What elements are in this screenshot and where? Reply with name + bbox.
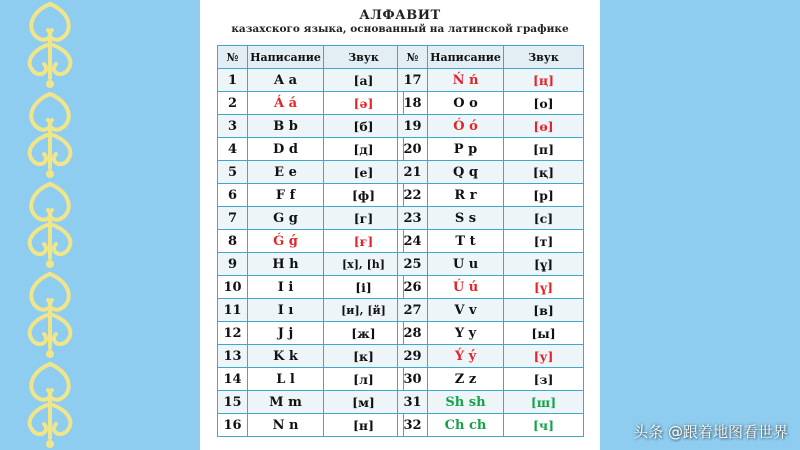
letter-writing: M m [248, 391, 324, 414]
letter-number: 14 [218, 368, 248, 391]
letter-writing: Ú ú [428, 276, 504, 299]
table-row [398, 368, 584, 391]
letter-writing: U u [428, 253, 504, 276]
letter-writing: O o [428, 92, 504, 115]
table-row [218, 253, 404, 276]
letter-writing: K k [248, 345, 324, 368]
table-row [398, 184, 584, 207]
letter-sound: [л] [324, 368, 404, 391]
letter-number: 23 [398, 207, 428, 230]
letter-sound: [д] [324, 138, 404, 161]
letter-sound: [ы] [504, 322, 584, 345]
table-row [218, 322, 404, 345]
letter-sound: [х], [h] [324, 253, 404, 276]
letter-writing: Ń ń [428, 69, 504, 92]
letter-number: 5 [218, 161, 248, 184]
letter-writing: S s [428, 207, 504, 230]
letter-number: 10 [218, 276, 248, 299]
letter-number: 15 [218, 391, 248, 414]
letter-number: 13 [218, 345, 248, 368]
column-header-number: № [218, 46, 248, 69]
letter-sound: [р] [504, 184, 584, 207]
letter-writing: Z z [428, 368, 504, 391]
letter-writing: Ch ch [428, 414, 504, 437]
letter-writing: T t [428, 230, 504, 253]
table-row [218, 207, 404, 230]
letter-writing: N n [248, 414, 324, 437]
letter-writing: H h [248, 253, 324, 276]
letter-number: 4 [218, 138, 248, 161]
table-row [398, 138, 584, 161]
letter-sound: [ү] [504, 276, 584, 299]
letter-number: 1 [218, 69, 248, 92]
table-row [398, 276, 584, 299]
letter-writing: P p [428, 138, 504, 161]
letter-sound: [ә] [324, 92, 404, 115]
letter-number: 21 [398, 161, 428, 184]
letter-sound: [ж] [324, 322, 404, 345]
letter-writing: Ó ó [428, 115, 504, 138]
table-row [218, 368, 404, 391]
letter-writing: F f [248, 184, 324, 207]
letter-number: 27 [398, 299, 428, 322]
letter-number: 25 [398, 253, 428, 276]
letter-sound: [н] [324, 414, 404, 437]
letter-writing: J j [248, 322, 324, 345]
letter-sound: [п] [504, 138, 584, 161]
letter-sound: [ұ] [504, 253, 584, 276]
letter-number: 31 [398, 391, 428, 414]
letter-sound: [і] [324, 276, 404, 299]
letter-writing: G g [248, 207, 324, 230]
letter-writing: Á á [248, 92, 324, 115]
letter-sound: [з] [504, 368, 584, 391]
letter-sound: [у] [504, 345, 584, 368]
letter-sound: [с] [504, 207, 584, 230]
letter-number: 3 [218, 115, 248, 138]
letter-number: 18 [398, 92, 428, 115]
table-row [398, 253, 584, 276]
letter-writing: A a [248, 69, 324, 92]
letter-sound: [и], [й] [324, 299, 404, 322]
table-row [218, 92, 404, 115]
table-row [218, 184, 404, 207]
letter-sound: [ч] [504, 414, 584, 437]
column-header-writing: Написание [428, 46, 504, 69]
table-header-row [398, 46, 584, 69]
alphabet-table-left [217, 45, 404, 437]
letter-sound: [ф] [324, 184, 404, 207]
letter-number: 16 [218, 414, 248, 437]
letter-number: 20 [398, 138, 428, 161]
alphabet-sheet [200, 0, 600, 450]
letter-writing: R r [428, 184, 504, 207]
letter-writing: Ǵ ǵ [248, 230, 324, 253]
letter-sound: [в] [504, 299, 584, 322]
letter-sound: [г] [324, 207, 404, 230]
page-subtitle: казахского языка, основанный на латинской графике [231, 23, 569, 35]
letter-sound: [ө] [504, 115, 584, 138]
letter-number: 6 [218, 184, 248, 207]
kazakh-ornament-icon [18, 0, 82, 450]
letter-writing: I i [248, 276, 324, 299]
column-header-number: № [398, 46, 428, 69]
table-row [398, 161, 584, 184]
table-row [218, 414, 404, 437]
table-row [218, 230, 404, 253]
table-row [398, 345, 584, 368]
letter-number: 30 [398, 368, 428, 391]
letter-writing: E e [248, 161, 324, 184]
table-row [398, 391, 584, 414]
letter-sound: [қ] [504, 161, 584, 184]
letter-sound: [а] [324, 69, 404, 92]
table-row [218, 115, 404, 138]
column-header-sound: Звук [324, 46, 404, 69]
table-row [398, 414, 584, 437]
table-row [218, 69, 404, 92]
letter-writing: Sh sh [428, 391, 504, 414]
table-row [398, 322, 584, 345]
letter-number: 19 [398, 115, 428, 138]
letter-number: 29 [398, 345, 428, 368]
alphabet-table-right [397, 45, 584, 437]
table-row [398, 299, 584, 322]
letter-writing: B b [248, 115, 324, 138]
letter-sound: [ғ] [324, 230, 404, 253]
table-row [398, 69, 584, 92]
letter-number: 26 [398, 276, 428, 299]
table-row [218, 138, 404, 161]
letter-writing: Q q [428, 161, 504, 184]
letter-sound: [е] [324, 161, 404, 184]
letter-number: 28 [398, 322, 428, 345]
table-row [218, 276, 404, 299]
letter-sound: [б] [324, 115, 404, 138]
table-row [398, 207, 584, 230]
table-row [218, 161, 404, 184]
letter-number: 2 [218, 92, 248, 115]
table-row [218, 345, 404, 368]
letter-number: 11 [218, 299, 248, 322]
table-row [398, 230, 584, 253]
table-row [218, 299, 404, 322]
table-header-row [218, 46, 404, 69]
letter-writing: D d [248, 138, 324, 161]
letter-sound: [ш] [504, 391, 584, 414]
letter-number: 9 [218, 253, 248, 276]
letter-number: 32 [398, 414, 428, 437]
letter-sound: [м] [324, 391, 404, 414]
letter-sound: [к] [324, 345, 404, 368]
letter-sound: [о] [504, 92, 584, 115]
letter-writing: Ý ý [428, 345, 504, 368]
table-row [218, 391, 404, 414]
letter-sound: [т] [504, 230, 584, 253]
letter-number: 7 [218, 207, 248, 230]
letter-sound: [ң] [504, 69, 584, 92]
letter-number: 12 [218, 322, 248, 345]
page-title: АЛФАВИТ [359, 8, 441, 23]
table-row [398, 115, 584, 138]
column-header-writing: Написание [248, 46, 324, 69]
letter-writing: L l [248, 368, 324, 391]
letter-number: 24 [398, 230, 428, 253]
letter-writing: V v [428, 299, 504, 322]
letter-number: 8 [218, 230, 248, 253]
table-row [398, 92, 584, 115]
watermark: 头条 @跟着地图看世界 [633, 423, 788, 441]
letter-writing: I ı [248, 299, 324, 322]
column-header-sound: Звук [504, 46, 584, 69]
letter-number: 22 [398, 184, 428, 207]
letter-writing: Y y [428, 322, 504, 345]
letter-number: 17 [398, 69, 428, 92]
